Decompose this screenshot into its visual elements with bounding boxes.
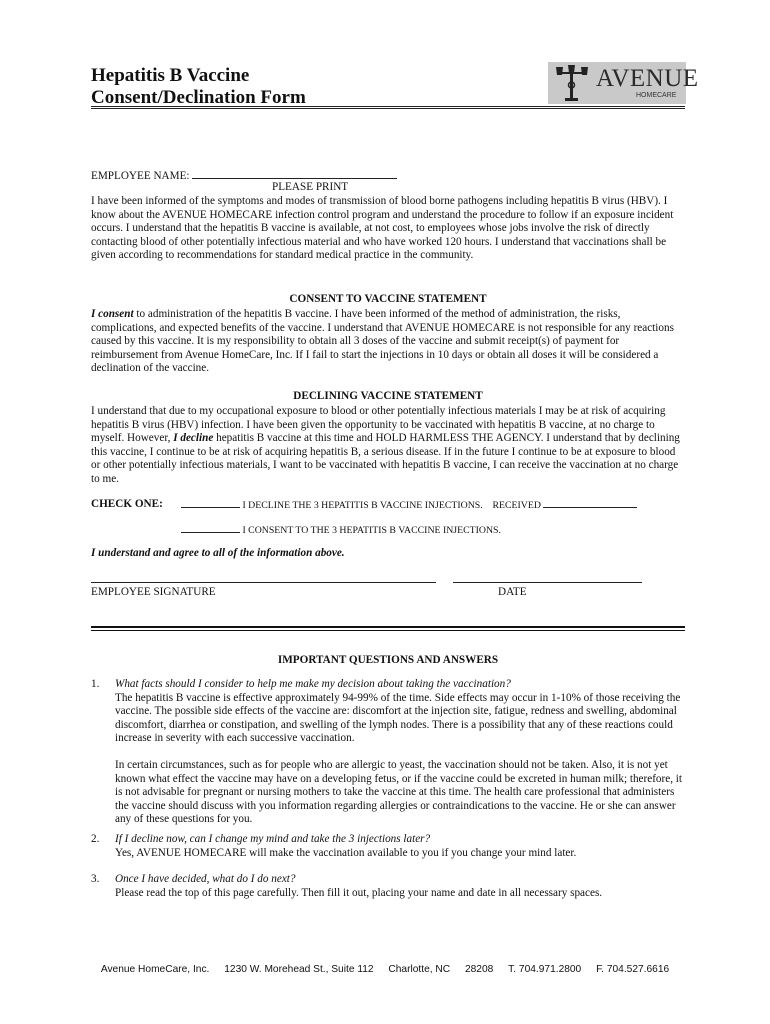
date-field[interactable] <box>453 582 642 583</box>
consent-lead: I consent <box>91 308 134 320</box>
qa-number-1: 1. <box>91 678 100 690</box>
declining-body-end: hepatitis B vaccine at this time and HOLD HARMLESS THE AGENCY. I understand that by declining this vaccine, I continue to be at risk of acquiring hepatitis B, a serious disease. If in the future I continue to be at exposure to blood or other potentially infectious materials, I want to be vaccinated with hepatitis B vaccine, I can receive the vaccination at no charge to me. <box>91 432 680 485</box>
qa-heading: IMPORTANT QUESTIONS AND ANSWERS <box>277 654 499 666</box>
intro-paragraph: I have been informed of the symptoms and modes of transmission of blood borne pathogens including hepatitis B virus (HBV). I know about the AVENUE HOMECARE infection control program and understand the procedure to follow if an exposure incident occurs. I understand that the hepatitis B vaccine is available, at not cost, to employees whose jobs involve the risk of directly contacting blood of other potentially infectious material and who have worked 120 hours. I understand that vaccinations shall be given according to recommendations for standard medical practice in the community. <box>91 195 674 262</box>
consent-option-row <box>181 522 501 538</box>
qa-item-1 <box>115 678 685 827</box>
qa-question-1: What facts should I consider to help me make my decision about taking the vaccination? <box>115 678 511 690</box>
qa-answer-2: Yes, AVENUE HOMECARE will make the vaccination available to you if you change your mind later. <box>115 846 577 859</box>
signature-field[interactable] <box>91 582 436 583</box>
employee-name-row <box>91 168 397 183</box>
footer-city: Charlotte, NC <box>388 964 451 975</box>
consent-heading: CONSENT TO VACCINE STATEMENT <box>289 293 487 305</box>
form-title <box>91 65 306 109</box>
employee-name-label: EMPLOYEE NAME: <box>91 170 190 182</box>
consent-option-label: I CONSENT TO THE 3 HEPATITIS B VACCINE INJECTIONS. <box>242 525 501 536</box>
avenue-homecare-logo <box>548 62 699 104</box>
decline-option-row <box>181 497 637 513</box>
please-print-hint: PLEASE PRINT <box>272 181 349 193</box>
footer-fax: F. 704.527.6616 <box>596 964 670 975</box>
qa-item-3 <box>115 873 685 900</box>
footer-zip: 28208 <box>464 964 494 975</box>
decline-checkbox-line[interactable] <box>181 497 240 508</box>
qa-answer-1b: In certain circumstances, such as for people who are allergic to yeast, the vaccination should not be taken. Also, it is not yet known what effect the vaccine may have on a developing fetus, or if the vaccine could be excreted in human milk; therefore, it is not advisable for pregnant or nursing mothers to take the vaccine at this time. The health care professional that administers the vaccine should discuss with you information regarding allergies or contraindications to the vaccine. He or she can answer any of these questions for you. <box>115 758 683 826</box>
received-field[interactable] <box>543 497 637 508</box>
declining-body-start: I understand that due to my occupational exposure to blood or other potentially infectious materials I may be at risk of acquiring hepatitis B virus (HBV) infection. I have been given the opportunity to be vaccinated with hepatitis B vaccine, at no charge to myself. However, <box>91 405 666 445</box>
declining-paragraph <box>91 405 683 487</box>
lamp-post-icon <box>554 65 590 102</box>
qa-answer-1: The hepatitis B vaccine is effective approximately 94-99% of the time. Side effects may occur in 1-10% of those receiving the vaccine. The possible side effects of the vaccine are: discomfort at the injection site, fatigue, redness and swelling, abdominal discomfort, diarrhea or constipation, and swelling of the lymph nodes. There is a possibility that any of these reactions could increase in severity with each successive vaccination. <box>115 691 681 745</box>
check-one-label: CHECK ONE: <box>91 498 163 510</box>
footer-phone: T. 704.971.2800 <box>508 964 582 975</box>
title-line-1: Hepatitis B Vaccine <box>91 65 250 86</box>
employee-name-field[interactable] <box>192 168 397 179</box>
decline-option-label: I DECLINE THE 3 HEPATITIS B VACCINE INJECTIONS. <box>242 500 483 511</box>
declining-heading: DECLINING VACCINE STATEMENT <box>293 390 483 402</box>
consent-body: to administration of the hepatitis B vaccine. I have been informed of the method of administration, the risks, complications, and expected benefits of the vaccine. I understand that AVENUE HOMECARE is not responsible for any reactions caused by this vaccine. It is my responsibility to obtain all 3 doses of the vaccine and submit receipt(s) of payment for reimbursement from Avenue HomeCare, Inc. If I fail to start the injections in 10 days or obtain all doses it will be considered a declination of the vaccine. <box>91 308 674 375</box>
footer-company: Avenue HomeCare, Inc. <box>100 964 210 975</box>
qa-answer-3: Please read the top of this page carefully. Then fill it out, placing your name and date in all necessary spaces. <box>115 886 603 899</box>
title-rule <box>91 106 685 109</box>
qa-number-2: 2. <box>91 833 100 845</box>
signature-label: EMPLOYEE SIGNATURE <box>91 586 216 598</box>
footer-street: 1230 W. Morehead St., Suite 112 <box>224 964 374 975</box>
consent-paragraph <box>91 308 683 376</box>
section-divider <box>91 626 685 631</box>
qa-question-3: Once I have decided, what do I do next? <box>115 873 296 885</box>
qa-number-3: 3. <box>91 873 100 885</box>
logo-subtitle: HOMECARE <box>636 92 677 99</box>
declining-emph: I decline <box>173 432 214 445</box>
agreement-statement: I understand and agree to all of the information above. <box>91 547 345 559</box>
title-line-2: Consent/Declination Form <box>91 87 306 108</box>
consent-checkbox-line[interactable] <box>181 522 240 533</box>
date-label: DATE <box>498 586 527 598</box>
qa-item-2 <box>115 833 685 860</box>
logo-name: AVENUE <box>596 65 699 92</box>
footer-address <box>0 964 770 975</box>
qa-question-2: If I decline now, can I change my mind and take the 3 injections later? <box>115 833 431 845</box>
received-label: RECEIVED <box>492 500 541 511</box>
